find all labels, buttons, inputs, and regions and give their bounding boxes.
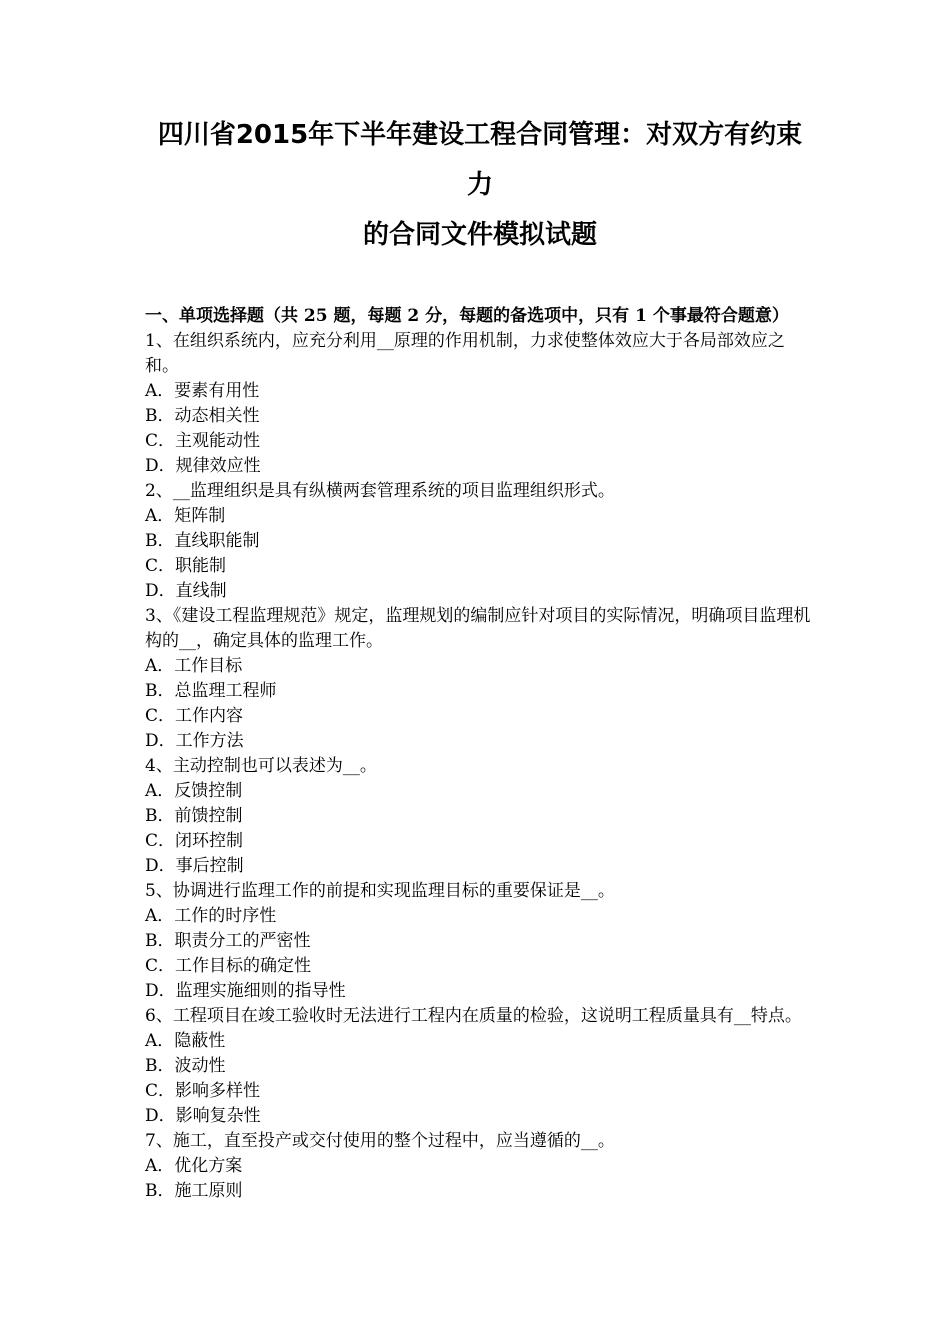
question-stem: 7、施工，直至投产或交付使用的整个过程中，应当遵循的__。 xyxy=(145,1131,615,1151)
option-b: B．波动性 xyxy=(145,1056,226,1076)
option-a: A．矩阵制 xyxy=(145,506,226,526)
option-d: D．影响复杂性 xyxy=(145,1106,261,1126)
option-a: A．反馈控制 xyxy=(145,781,243,801)
question-stem: 4、主动控制也可以表述为__。 xyxy=(145,756,377,776)
option-a: A．要素有用性 xyxy=(145,381,260,401)
question-1 xyxy=(145,329,815,479)
question-stem: 5、协调进行监理工作的前提和实现监理目标的重要保证是__。 xyxy=(145,881,615,901)
question-7 xyxy=(145,1129,815,1204)
option-b: B．施工原则 xyxy=(145,1181,243,1201)
title-line-2: 的合同文件模拟试题 xyxy=(362,220,597,250)
option-c: C．主观能动性 xyxy=(145,431,261,451)
document-page xyxy=(145,110,815,1204)
option-c: C．工作目标的确定性 xyxy=(145,956,312,976)
document-title xyxy=(145,110,815,260)
option-a: A．优化方案 xyxy=(145,1156,243,1176)
title-line-1: 四川省2015年下半年建设工程合同管理：对双方有约束力 xyxy=(157,120,803,200)
option-b: B．总监理工程师 xyxy=(145,681,277,701)
option-d: D．工作方法 xyxy=(145,731,244,751)
option-a: A．工作目标 xyxy=(145,656,243,676)
option-c: C．职能制 xyxy=(145,556,227,576)
question-3 xyxy=(145,604,815,754)
option-b: B．动态相关性 xyxy=(145,406,260,426)
option-a: A．隐蔽性 xyxy=(145,1031,226,1051)
option-c: C．工作内容 xyxy=(145,706,244,726)
option-b: B．职责分工的严密性 xyxy=(145,931,311,951)
question-stem: 2、__监理组织是具有纵横两套管理系统的项目监理组织形式。 xyxy=(145,481,615,501)
question-stem: 6、工程项目在竣工验收时无法进行工程内在质量的检验，这说明工程质量具有__特点。 xyxy=(145,1006,802,1026)
option-d: D．事后控制 xyxy=(145,856,244,876)
option-d: D．监理实施细则的指导性 xyxy=(145,981,346,1001)
option-a: A．工作的时序性 xyxy=(145,906,277,926)
option-b: B．前馈控制 xyxy=(145,806,243,826)
option-c: C．闭环控制 xyxy=(145,831,244,851)
section-heading: 一、单项选择题（共 25 题，每题 2 分，每题的备选项中，只有 1 个事最符合题意） xyxy=(145,306,789,326)
question-2 xyxy=(145,479,815,604)
question-4 xyxy=(145,754,815,879)
question-stem: 1、在组织系统内，应充分利用__原理的作用机制，力求使整体效应大于各局部效应之和。 xyxy=(145,331,785,376)
question-stem: 3、《建设工程监理规范》规定，监理规划的编制应针对项目的实际情况，明确项目监理机构的__，确定具体的监理工作。 xyxy=(145,606,811,651)
option-c: C．影响多样性 xyxy=(145,1081,261,1101)
question-5 xyxy=(145,879,815,1004)
option-b: B．直线职能制 xyxy=(145,531,260,551)
option-d: D．直线制 xyxy=(145,581,227,601)
question-6 xyxy=(145,1004,815,1129)
option-d: D．规律效应性 xyxy=(145,456,261,476)
